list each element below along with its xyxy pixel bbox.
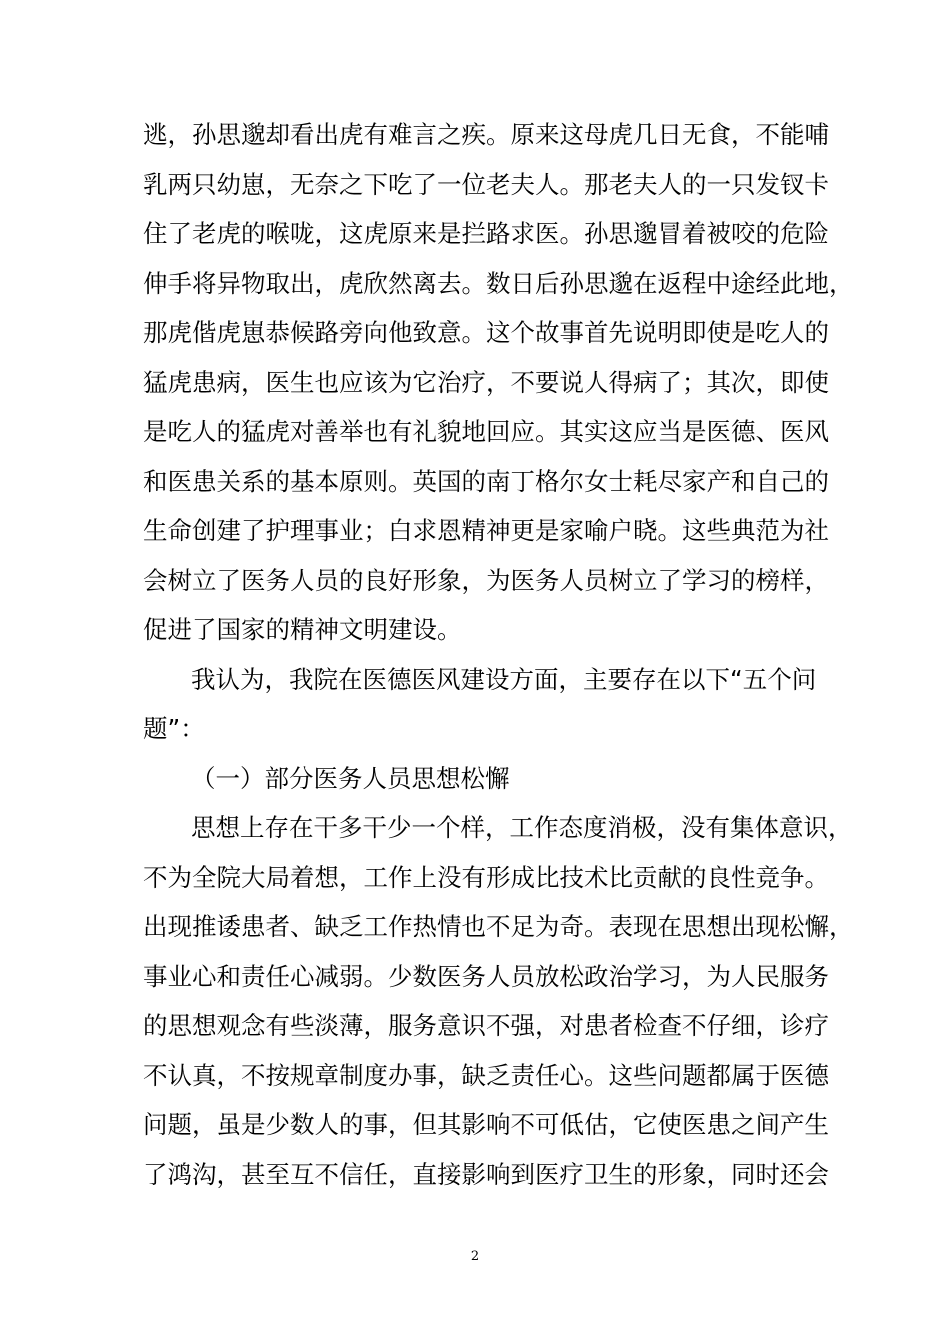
text-line: 我认为，我院在医德医风建设方面，主要存在以下“五个问	[191, 664, 817, 694]
text-line: 了鸿沟，甚至互不信任，直接影响到医疗卫生的形象，同时还会	[143, 1159, 829, 1189]
text-line: 那虎偕虎崽恭候路旁向他致意。这个故事首先说明即使是吃人的	[143, 318, 829, 347]
text-line: 促进了国家的精神文明建设。	[143, 615, 462, 644]
text-line: 事业心和责任心减弱。少数医务人员放松政治学习，为人民服务	[143, 961, 829, 991]
body-text	[143, 110, 854, 1199]
text-line: 伸手将异物取出，虎欣然离去。数日后孙思邈在返程中途经此地，	[143, 268, 854, 298]
text-line: 不为全院大局着想，工作上没有形成比技术比贡献的良性竞争。	[143, 862, 829, 892]
page-number: 2	[470, 1249, 480, 1264]
text-line: 逃，孙思邈却看出虎有难言之疾。原来这母虎几日无食，不能哺	[143, 120, 829, 149]
section-heading: （一）部分医务人员思想松懈	[191, 763, 510, 793]
text-line: 乳两只幼崽，无奈之下吃了一位老夫人。那老夫人的一只发钗卡	[143, 169, 829, 199]
text-line: 题”：	[143, 714, 205, 743]
text-line: 和医患关系的基本原则。英国的南丁格尔女士耗尽家产和自己的	[143, 466, 829, 496]
text-line: 生命创建了护理事业；白求恩精神更是家喻户晓。这些典范为社	[143, 516, 829, 545]
text-line: 思想上存在干多干少一个样，工作态度消极，没有集体意识，	[191, 813, 853, 842]
text-line: 住了老虎的喉咙，这虎原来是拦路求医。孙思邈冒着被咬的危险	[143, 219, 829, 248]
text-line: 的思想观念有些淡薄，服务意识不强，对患者检查不仔细，诊疗	[143, 1011, 829, 1040]
text-line: 问题，虽是少数人的事，但其影响不可低估，它使医患之间产生	[143, 1110, 829, 1139]
text-line: 不认真，不按规章制度办事，缺乏责任心。这些问题都属于医德	[143, 1060, 829, 1090]
text-line: 是吃人的猛虎对善举也有礼貌地回应。其实这应当是医德、医风	[143, 417, 829, 446]
text-line: 出现推诿患者、缺乏工作热情也不足为奇。表现在思想出现松懈，	[143, 912, 854, 941]
text-line: 猛虎患病，医生也应该为它治疗，不要说人得病了；其次，即使	[143, 367, 829, 397]
text-line: 会树立了医务人员的良好形象，为医务人员树立了学习的榜样，	[143, 565, 829, 595]
